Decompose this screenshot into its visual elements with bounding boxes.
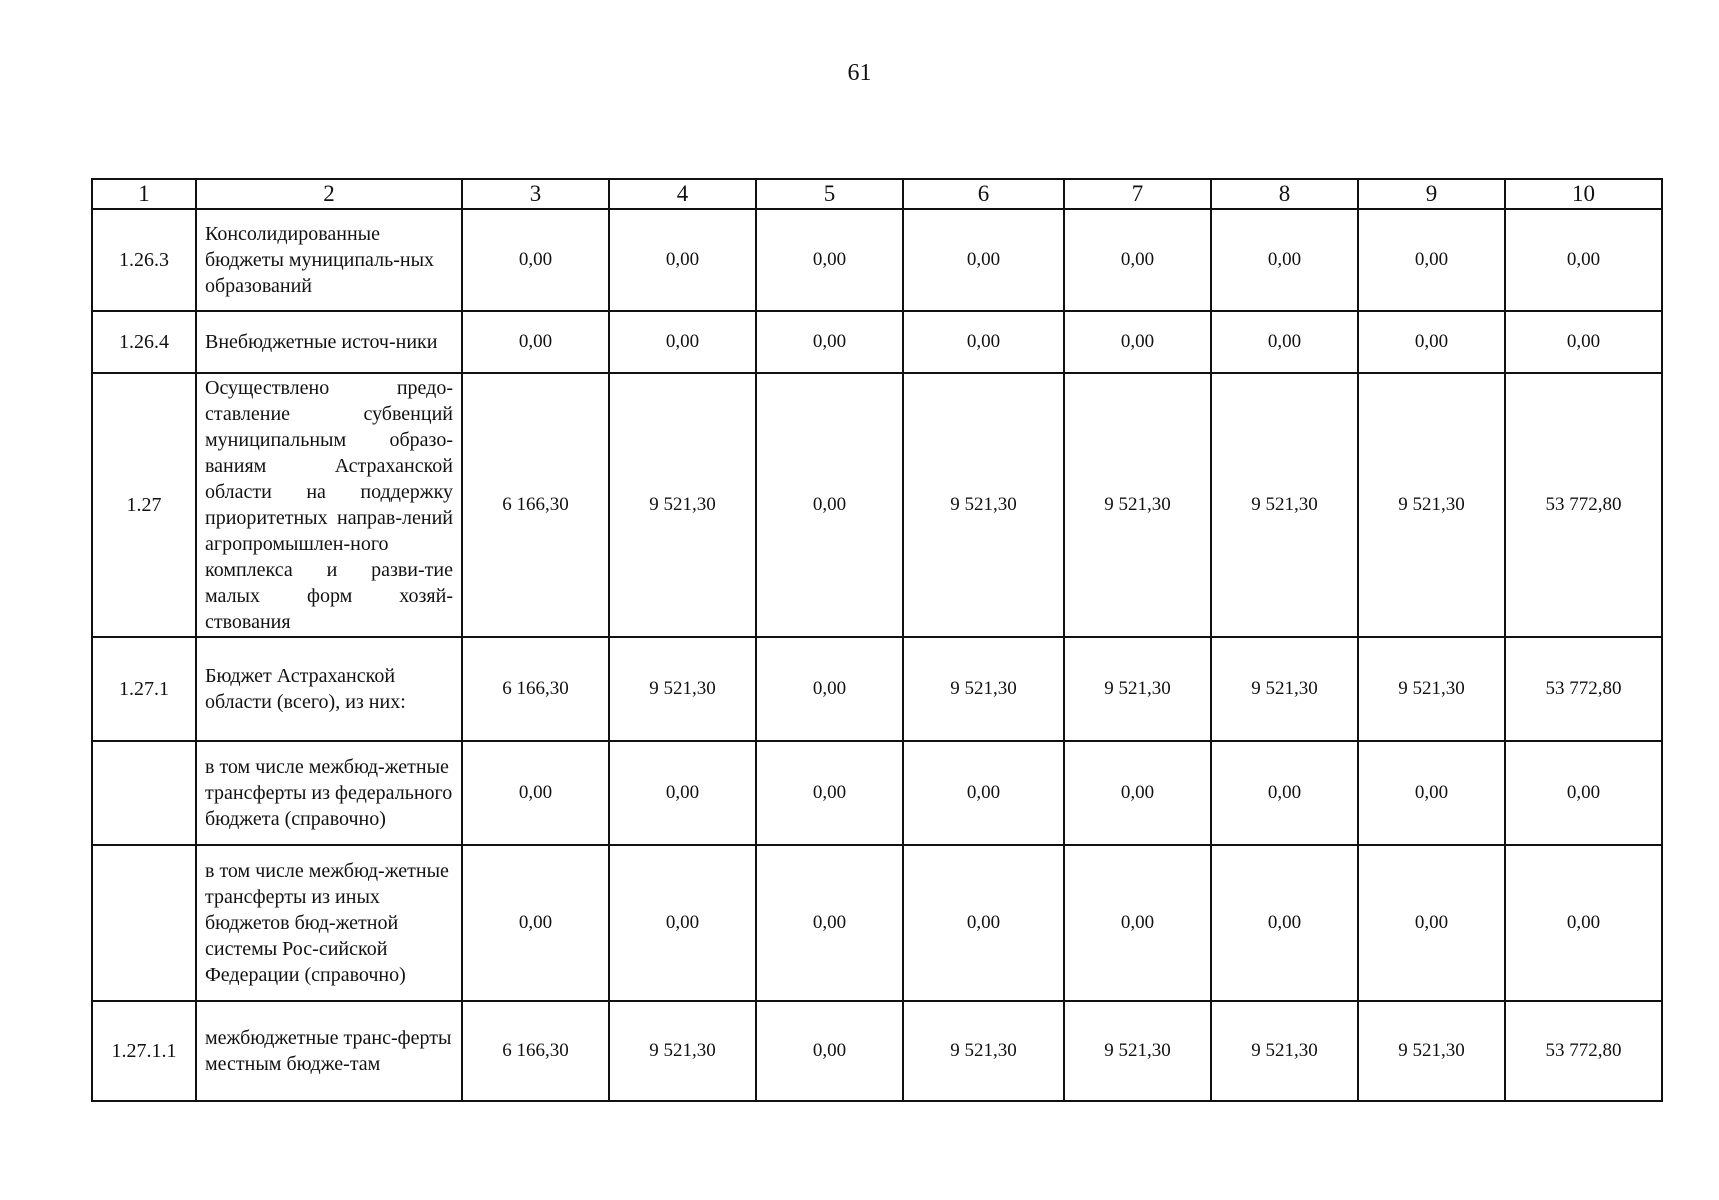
row-value: 9 521,30 xyxy=(1211,373,1358,637)
row-value: 6 166,30 xyxy=(462,1001,609,1101)
row-value: 0,00 xyxy=(756,209,903,311)
row-value: 0,00 xyxy=(903,209,1064,311)
row-value: 9 521,30 xyxy=(1211,1001,1358,1101)
row-value: 0,00 xyxy=(1064,311,1211,373)
column-header-9: 9 xyxy=(1358,179,1505,209)
row-value: 0,00 xyxy=(1064,741,1211,845)
table-row xyxy=(92,741,1662,845)
row-code: 1.26.4 xyxy=(92,311,196,373)
table-row xyxy=(92,373,1662,637)
row-value: 0,00 xyxy=(756,845,903,1001)
row-value: 0,00 xyxy=(1211,741,1358,845)
row-value: 53 772,80 xyxy=(1505,637,1662,741)
row-value: 0,00 xyxy=(1505,311,1662,373)
table-row xyxy=(92,637,1662,741)
row-value: 0,00 xyxy=(1358,311,1505,373)
row-value: 9 521,30 xyxy=(1358,1001,1505,1101)
row-name: в том числе межбюд-жетные трансферты из иных бюджетов бюд-жетной системы Рос-сийской Федерации (справочно) xyxy=(196,845,462,1001)
row-code: 1.26.3 xyxy=(92,209,196,311)
row-value: 0,00 xyxy=(756,311,903,373)
row-value: 0,00 xyxy=(609,311,756,373)
row-value: 9 521,30 xyxy=(903,373,1064,637)
column-header-8: 8 xyxy=(1211,179,1358,209)
row-value: 0,00 xyxy=(903,741,1064,845)
row-value: 0,00 xyxy=(1505,741,1662,845)
row-value: 9 521,30 xyxy=(609,637,756,741)
row-value: 0,00 xyxy=(1358,741,1505,845)
row-value: 9 521,30 xyxy=(1064,1001,1211,1101)
row-value: 0,00 xyxy=(1358,209,1505,311)
row-value: 9 521,30 xyxy=(609,1001,756,1101)
row-name: межбюджетные транс-ферты местным бюдже-там xyxy=(196,1001,462,1101)
row-value: 0,00 xyxy=(903,311,1064,373)
column-header-6: 6 xyxy=(903,179,1064,209)
row-value: 6 166,30 xyxy=(462,373,609,637)
row-code: 1.27 xyxy=(92,373,196,637)
row-name: Бюджет Астраханской области (всего), из них: xyxy=(196,637,462,741)
row-value: 0,00 xyxy=(756,637,903,741)
row-value: 0,00 xyxy=(462,209,609,311)
row-value: 53 772,80 xyxy=(1505,1001,1662,1101)
row-value: 0,00 xyxy=(903,845,1064,1001)
row-value: 9 521,30 xyxy=(903,637,1064,741)
budget-table xyxy=(91,178,1663,1102)
row-value: 9 521,30 xyxy=(609,373,756,637)
page-number: 61 xyxy=(847,60,872,86)
column-header-1: 1 xyxy=(92,179,196,209)
row-value: 9 521,30 xyxy=(1064,373,1211,637)
table-row xyxy=(92,1001,1662,1101)
table-header xyxy=(92,179,1662,209)
row-value: 53 772,80 xyxy=(1505,373,1662,637)
row-value: 0,00 xyxy=(609,209,756,311)
row-value: 6 166,30 xyxy=(462,637,609,741)
row-code xyxy=(92,845,196,1001)
row-value: 0,00 xyxy=(462,741,609,845)
table-row xyxy=(92,311,1662,373)
row-value: 0,00 xyxy=(756,741,903,845)
row-name: Внебюджетные источ-ники xyxy=(196,311,462,373)
row-code: 1.27.1.1 xyxy=(92,1001,196,1101)
table-row xyxy=(92,845,1662,1001)
row-value: 9 521,30 xyxy=(1358,373,1505,637)
row-code xyxy=(92,741,196,845)
column-header-5: 5 xyxy=(756,179,903,209)
row-value: 0,00 xyxy=(1358,845,1505,1001)
row-value: 0,00 xyxy=(756,373,903,637)
row-value: 0,00 xyxy=(1211,311,1358,373)
row-value: 0,00 xyxy=(462,845,609,1001)
column-header-7: 7 xyxy=(1064,179,1211,209)
row-value: 0,00 xyxy=(1505,209,1662,311)
column-header-3: 3 xyxy=(462,179,609,209)
row-name: Консолидированные бюджеты муниципаль-ных образований xyxy=(196,209,462,311)
row-value: 0,00 xyxy=(1505,845,1662,1001)
row-value: 0,00 xyxy=(609,741,756,845)
row-value: 0,00 xyxy=(1211,845,1358,1001)
row-value: 0,00 xyxy=(1211,209,1358,311)
header-row xyxy=(92,179,1662,209)
table-body xyxy=(92,209,1662,1101)
row-value: 0,00 xyxy=(1064,209,1211,311)
row-value: 9 521,30 xyxy=(1064,637,1211,741)
row-value: 9 521,30 xyxy=(1211,637,1358,741)
column-header-10: 10 xyxy=(1505,179,1662,209)
row-value: 9 521,30 xyxy=(1358,637,1505,741)
row-value: 9 521,30 xyxy=(903,1001,1064,1101)
row-value: 0,00 xyxy=(756,1001,903,1101)
row-code: 1.27.1 xyxy=(92,637,196,741)
row-value: 0,00 xyxy=(1064,845,1211,1001)
column-header-4: 4 xyxy=(609,179,756,209)
row-value: 0,00 xyxy=(609,845,756,1001)
row-value: 0,00 xyxy=(462,311,609,373)
column-header-2: 2 xyxy=(196,179,462,209)
row-name: Осуществлено предо-ставление субвенций муниципальным образо-ваниям Астраханской области на поддержку приоритетных направ-лений агропромышлен-ного комплекса и разви-тие малых форм хозяй-ствования xyxy=(196,373,462,637)
row-name: в том числе межбюд-жетные трансферты из федерального бюджета (справочно) xyxy=(196,741,462,845)
table-row xyxy=(92,209,1662,311)
